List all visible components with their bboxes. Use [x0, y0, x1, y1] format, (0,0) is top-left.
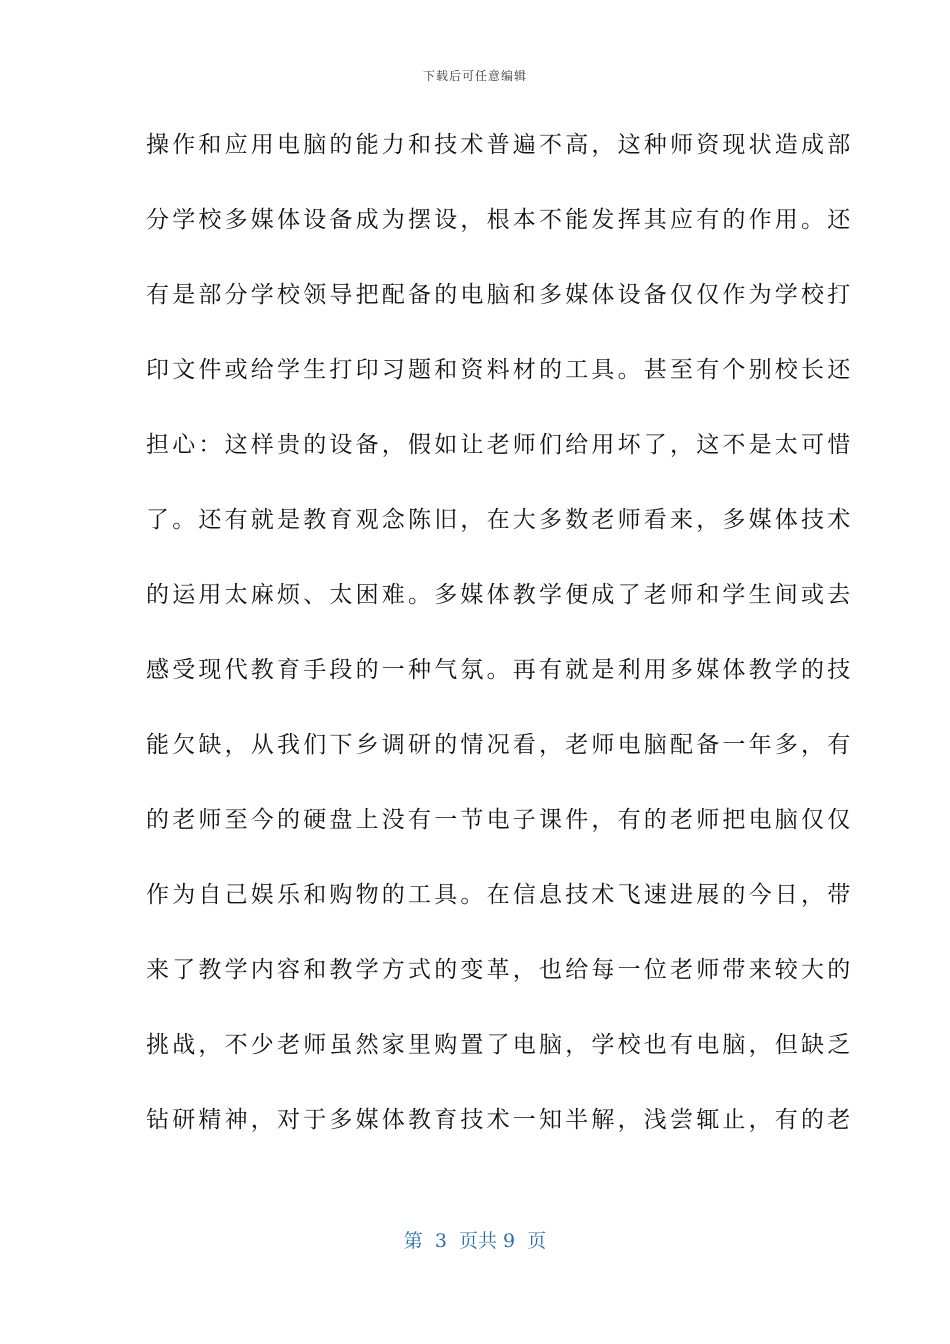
body-line: 感受现代教育手段的一种气氛。再有就是利用多媒体教学的技 — [146, 657, 854, 683]
body-line: 担心：这样贵的设备，假如让老师们给用坏了，这不是太可惜 — [146, 432, 854, 458]
body-line: 有是部分学校领导把配备的电脑和多媒体设备仅仅作为学校打 — [146, 282, 854, 308]
body-line: 的老师至今的硬盘上没有一节电子课件，有的老师把电脑仅仅 — [146, 807, 854, 833]
body-line: 的运用太麻烦、太困难。多媒体教学便成了老师和学生间或去 — [146, 582, 854, 608]
body-line: 钻研精神，对于多媒体教育技术一知半解，浅尝辄止，有的老 — [146, 1107, 854, 1133]
body-line: 了。还有就是教育观念陈旧，在大多数老师看来，多媒体技术 — [146, 507, 854, 533]
page-number-footer: 第 3 页共 9 页 — [403, 1230, 547, 1252]
body-line: 来了教学内容和教学方式的变革，也给每一位老师带来较大的 — [146, 957, 854, 983]
body-line: 操作和应用电脑的能力和技术普遍不高，这种师资现状造成部 — [146, 132, 854, 158]
body-line: 分学校多媒体设备成为摆设，根本不能发挥其应有的作用。还 — [146, 207, 854, 233]
document-body — [146, 121, 854, 1171]
body-line: 能欠缺，从我们下乡调研的情况看，老师电脑配备一年多，有 — [146, 732, 854, 758]
header-note: 下载后可任意编辑 — [422, 69, 527, 83]
body-line: 印文件或给学生打印习题和资料材的工具。甚至有个别校长还 — [146, 357, 854, 383]
body-line: 作为自己娱乐和购物的工具。在信息技术飞速进展的今日，带 — [146, 882, 854, 908]
body-line: 挑战，不少老师虽然家里购置了电脑，学校也有电脑，但缺乏 — [146, 1032, 854, 1058]
